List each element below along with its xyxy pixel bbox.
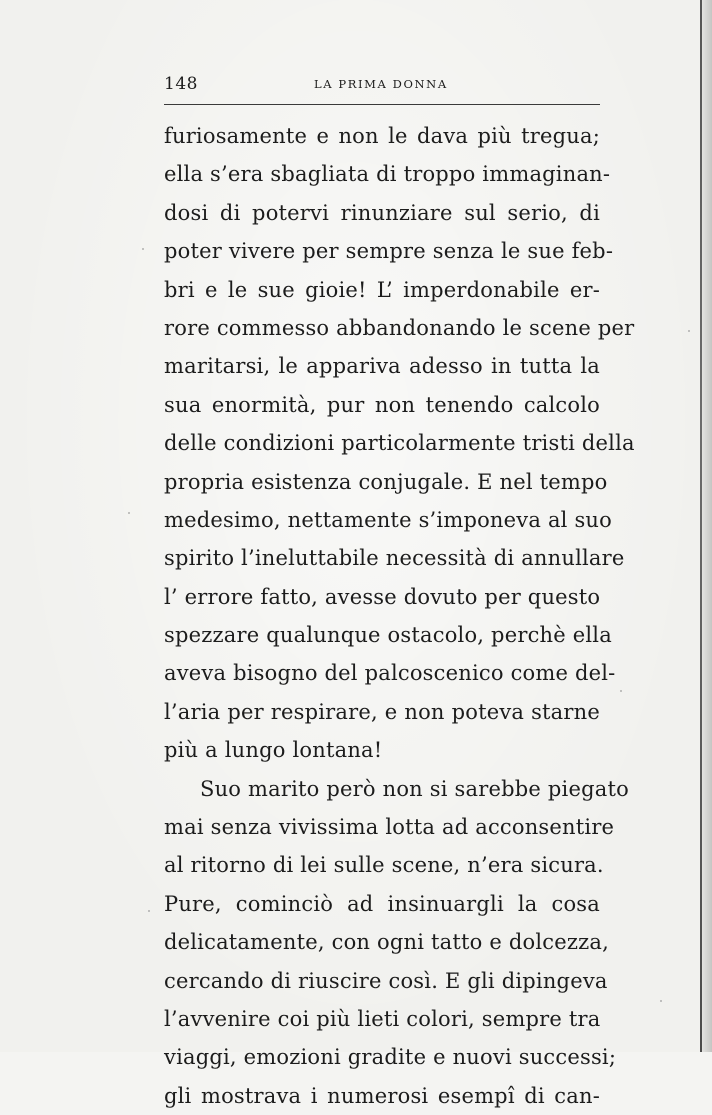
text-line: delicatamente, con ogni tatto e dolcezza, bbox=[164, 930, 610, 955]
text-line: Suo marito però non si sarebbe piegato bbox=[200, 776, 629, 801]
paper-speck bbox=[148, 910, 150, 912]
binding-shadow bbox=[702, 0, 712, 1052]
paragraph-1 bbox=[164, 117, 635, 770]
body-text bbox=[164, 117, 635, 1115]
text-line: aveva bisogno del palcoscenico come del- bbox=[164, 661, 616, 686]
text-line: al ritorno di lei sulle scene, n’era sicura. bbox=[164, 853, 604, 878]
text-line: spirito l’ineluttabile necessità di annullare bbox=[164, 546, 625, 571]
text-line: mai senza vivissima lotta ad acconsentire bbox=[164, 815, 615, 840]
text-line: bri e le sue gioie! L’ imperdonabile er- bbox=[164, 277, 600, 302]
page-number: 148 bbox=[164, 74, 198, 94]
text-line: l’avvenire coi più lieti colori, sempre tra bbox=[164, 1006, 601, 1031]
paper-speck bbox=[128, 512, 130, 514]
paper-speck bbox=[660, 1000, 662, 1002]
text-line: medesimo, nettamente s’imponeva al suo bbox=[164, 507, 613, 532]
text-line: dosi di potervi rinunziare sul serio, di bbox=[164, 200, 600, 225]
text-line: sua enormità, pur non tenendo calcolo bbox=[164, 392, 600, 417]
text-line: maritarsi, le appariva adesso in tutta la bbox=[164, 354, 600, 379]
text-line: propria esistenza conjugale. E nel tempo bbox=[164, 469, 608, 494]
text-line: viaggi, emozioni gradite e nuovi successi; bbox=[164, 1045, 617, 1070]
text-line: rore commesso abbandonando le scene per bbox=[164, 315, 635, 340]
text-line: l’ errore fatto, avesse dovuto per questo bbox=[164, 584, 601, 609]
text-line: l’aria per respirare, e non poteva starne bbox=[164, 699, 600, 724]
text-line: furiosamente e non le dava più tregua; bbox=[164, 124, 600, 148]
paper-speck bbox=[688, 330, 690, 332]
header-rule bbox=[164, 104, 600, 105]
text-line: spezzare qualunque ostacolo, perchè ella bbox=[164, 623, 612, 648]
text-line: delle condizioni particolarmente tristi della bbox=[164, 431, 635, 456]
text-line: Pure, cominciò ad insinuargli la cosa bbox=[164, 891, 600, 916]
paper-speck bbox=[620, 690, 622, 692]
text-line: gli mostrava i numerosi esempî di can- bbox=[164, 1083, 600, 1108]
running-head: LA PRIMA DONNA bbox=[314, 77, 448, 91]
paragraph-2 bbox=[164, 770, 629, 1115]
text-line: più a lungo lontana! bbox=[164, 738, 383, 763]
text-line: ella s’era sbagliata di troppo immaginan- bbox=[164, 162, 611, 187]
paper-speck bbox=[142, 248, 144, 250]
text-line: cercando di riuscire così. E gli dipingeva bbox=[164, 968, 608, 993]
binding-edge bbox=[700, 0, 702, 1052]
page-header bbox=[164, 74, 600, 98]
text-line: poter vivere per sempre senza le sue feb- bbox=[164, 239, 614, 264]
